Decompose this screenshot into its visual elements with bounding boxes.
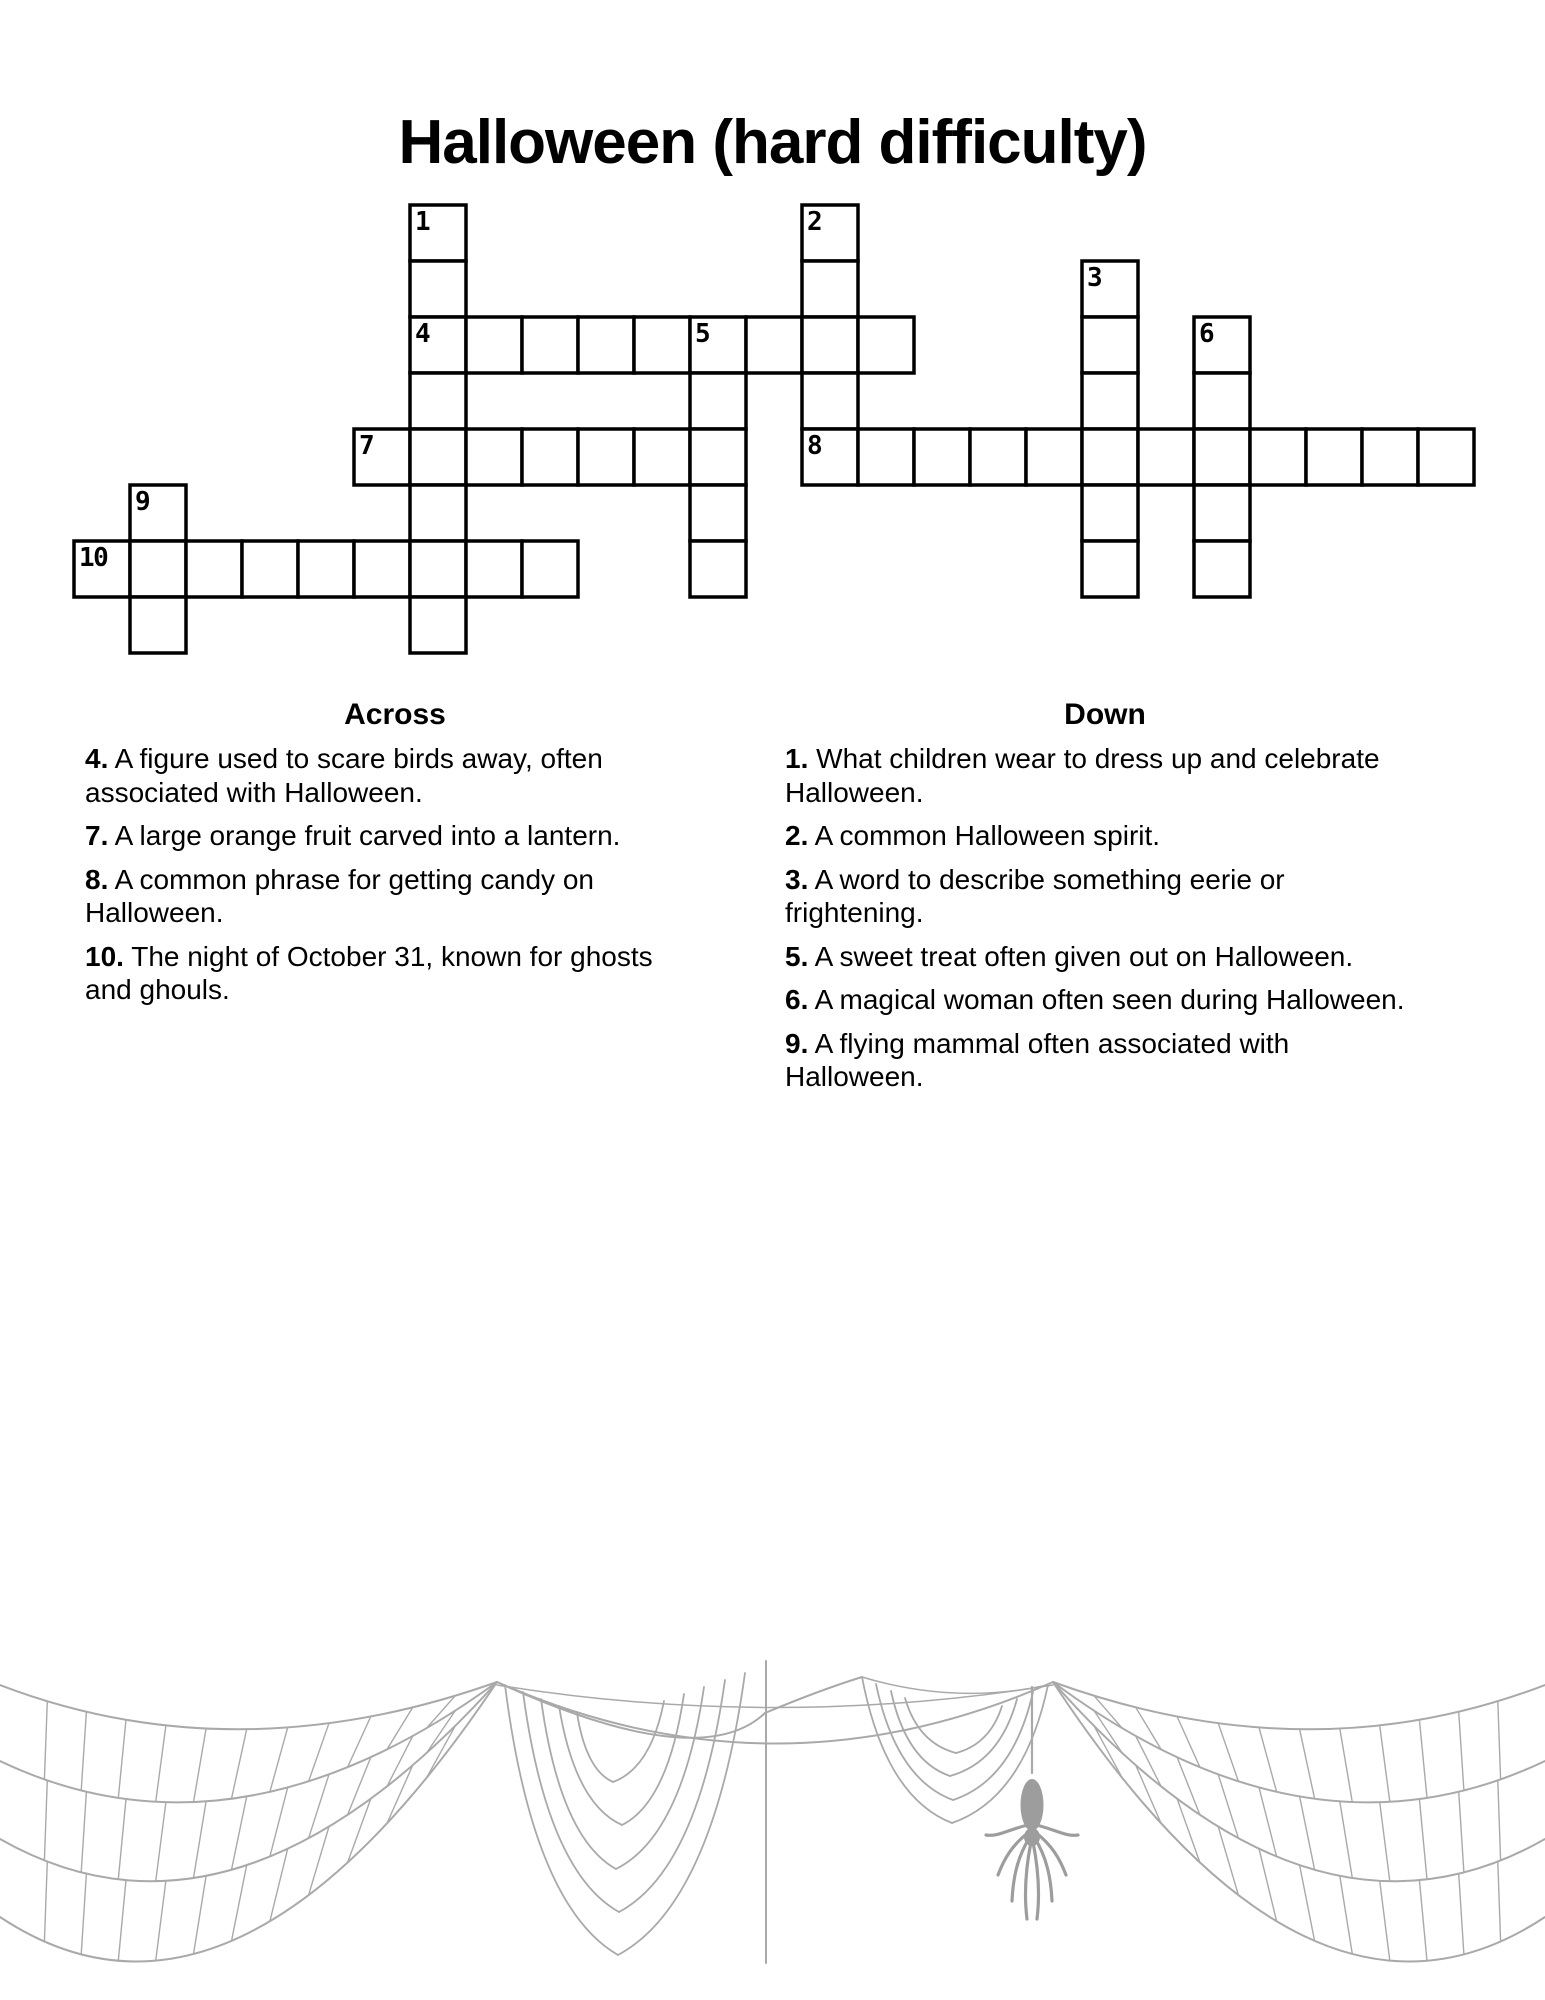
web-strand [270,1727,288,1791]
web-strand [619,1680,725,1912]
grid-cell [130,597,186,653]
clue-item: 5. A sweet treat often given out on Halloween. [785,940,1354,972]
web-strand [905,1698,956,1753]
cell-number: 7 [359,431,374,461]
grid-cell [410,597,466,653]
web-strand [523,1692,619,1912]
web-strand [81,1874,86,1955]
clue-number: 1. [785,743,809,774]
across-clues-column [85,698,705,1017]
web-strand [1340,1729,1353,1803]
clue-item: 10. The night of October 31, known for ghosts and ghouls. [85,940,653,1005]
web-strand [1340,1876,1353,1954]
page-title: Halloween (hard difficulty) [398,107,1147,177]
web-strand [118,1720,126,1798]
grid-cell [634,429,690,485]
web-strand [1419,1880,1427,1961]
clue-number: 10. [85,940,124,972]
web-strand [1094,1726,1122,1778]
grid-cell [466,317,522,373]
grid-cell [634,317,690,373]
grid-cell [466,429,522,485]
web-strand [156,1802,166,1881]
grid-cell [410,429,466,485]
grid-cell [1194,429,1250,485]
web-strand [1380,1725,1390,1801]
web-strand [1380,1802,1390,1881]
grid-cell [802,317,858,373]
clue-item: 8. A common phrase for getting candy on Halloween. [85,863,594,928]
clue-number: 9. [785,1027,809,1059]
grid-cell [410,541,466,597]
web-strand [616,1687,704,1869]
down-clues-column [785,698,1425,1104]
web-strand [118,1880,126,1961]
web-strand [309,1723,329,1781]
grid-cell [1082,317,1138,373]
web-strand [1498,1780,1501,1860]
grid-cell [858,317,914,373]
across-heading: Across [344,698,446,731]
grid-cell [1250,429,1306,485]
web-strand [1498,1701,1501,1779]
grid-cell [522,541,578,597]
web-strand [427,1726,456,1778]
cell-number: 6 [1199,319,1214,349]
grid-cell [1194,373,1250,429]
clue-number: 7. [85,820,109,851]
web-strand [44,1780,47,1860]
grid-cell [914,429,970,485]
web-strand [497,1682,1053,1744]
web-strand [1459,1712,1464,1791]
web-strand [1300,1729,1315,1799]
grid-cell [690,485,746,541]
clue-item: 1. What children wear to dress up and celebrate Halloween. [785,743,1380,808]
crossword-grid [70,201,1478,657]
web-strand [613,1701,664,1782]
clue-item: 6. A magical woman often seen during Halloween. [785,984,1405,1015]
web-strand [1053,1682,1545,1961]
cell-number: 8 [807,431,822,461]
web-strand [194,1876,207,1954]
web-strand [194,1729,207,1803]
clue-number: 2. [785,820,809,851]
grid-cell [1138,429,1194,485]
web-strand [1459,1792,1464,1873]
web-strand [1498,1862,1501,1942]
web-strand [862,1677,1048,1693]
web-strand [1419,1720,1427,1798]
web-strand [44,1862,47,1942]
grid-cell [1026,429,1082,485]
web-strand [81,1792,86,1873]
cell-number: 10 [79,543,108,573]
grid-cell [410,261,466,317]
web-strand [622,1694,684,1825]
grid-cell [1194,485,1250,541]
web-strand [232,1729,247,1799]
grid-cell [746,317,802,373]
web-strand [953,1692,1033,1800]
web-strand [1136,1765,1161,1823]
grid-cell [690,429,746,485]
grid-cell [410,373,466,429]
web-strand [1053,1682,1545,1881]
cell-number: 2 [807,207,822,237]
web-strand [1340,1801,1353,1878]
web-strand [232,1865,247,1941]
web-strand [505,1685,618,1955]
clue-item: 3. A word to describe something eerie or frightening. [785,863,1285,928]
grid-cell [802,373,858,429]
clue-number: 8. [85,863,109,895]
grid-cell [1082,429,1138,485]
web-strand [1380,1881,1390,1961]
web-strand [118,1799,126,1879]
grid-cell [522,429,578,485]
grid-cell [1194,541,1250,597]
web-strand [156,1881,166,1961]
web-strand [1419,1799,1427,1879]
across-clue-list [85,742,705,1007]
web-strand [1300,1865,1315,1941]
web-strand [1218,1723,1238,1781]
grid-cell [1418,429,1474,485]
grid-cell [466,541,522,597]
clue-item: 9. A flying mammal often associated with Halloween. [785,1027,1290,1092]
web-strand [156,1725,166,1801]
grid-cell [522,317,578,373]
web-strand [270,1849,288,1922]
grid-cell [858,429,914,485]
web-strand [270,1787,288,1856]
clue-number: 5. [785,940,809,972]
clue-number: 6. [785,984,809,1015]
grid-cell [1306,429,1362,485]
grid-cell [1082,373,1138,429]
clue-number: 3. [785,863,809,895]
web-strand [862,1677,952,1823]
grid-cell [970,429,1026,485]
grid-cell [690,373,746,429]
cell-number: 1 [415,207,430,237]
grid-cell [354,541,410,597]
web-strand [497,1685,1053,1708]
web-strand [1300,1796,1315,1869]
grid-cell [1362,429,1418,485]
web-strand [0,1682,497,1961]
cell-number: 9 [135,487,150,517]
web-strand [1259,1727,1277,1791]
web-strand [0,1682,497,1729]
web-strand [232,1796,247,1869]
clue-item: 7. A large orange fruit carved into a lantern. [85,820,621,851]
web-strand [194,1801,207,1878]
web-strand [1459,1874,1464,1955]
grid-cell [578,317,634,373]
grid-cell [1082,541,1138,597]
web-strand [1259,1849,1277,1922]
web-strand [891,1691,950,1776]
grid-cell [186,541,242,597]
down-clue-list [785,742,1425,1094]
spider-icon [986,1687,1078,1919]
web-strand [81,1712,86,1791]
grid-cell [578,429,634,485]
web-strand [387,1765,413,1823]
grid-cell [298,541,354,597]
grid-cell [130,541,186,597]
grid-cell [1082,485,1138,541]
cell-number: 4 [415,319,430,349]
web-strand [1053,1682,1545,1729]
clue-number: 4. [85,743,109,774]
clue-item: 2. A common Halloween spirit. [785,820,1161,851]
grid-cell [802,261,858,317]
grid-cell [690,541,746,597]
web-strand [1259,1787,1277,1856]
clue-item: 4. A figure used to scare birds away, often associated with Halloween. [85,743,603,808]
cell-number: 5 [695,319,710,349]
grid-cell [410,485,466,541]
down-heading: Down [1064,698,1146,731]
grid-cell [242,541,298,597]
cobweb-decoration [0,1655,1545,2000]
web-strand [44,1701,47,1779]
cell-number: 3 [1087,263,1102,293]
